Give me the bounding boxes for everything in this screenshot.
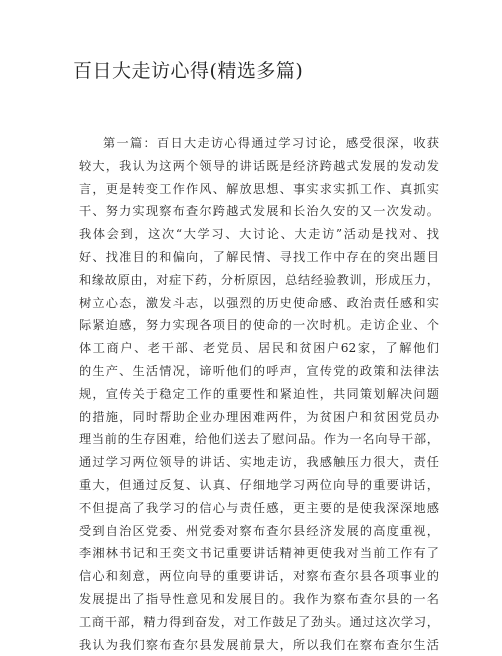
body-text-line: 理当前的生存困难，给他们送去了慰问品。作为一名向导干部， xyxy=(79,432,439,447)
body-text-line: 工商干部，精力得到奋发，对工作鼓足了劲头。通过这次学习， xyxy=(79,614,439,629)
body-text-line: 好、找准目的和偏向，了解民情、寻找工作中存在的突出题目 xyxy=(79,249,439,264)
body-text-line: 树立心态，激发斗志，以强烈的历史使命感、政治责任感和实 xyxy=(79,295,439,310)
body-text-line: 重大，但通过反复、认真、仔细地学习两位向导的重要讲话， xyxy=(79,477,439,492)
body-text-line: 我体会到，这次“大学习、大讨论、大走访”活动是找对、找 xyxy=(79,227,439,242)
body-text-line: 体工商户、老干部、老党员、居民和贫困户62家，了解他们 xyxy=(79,341,439,356)
body-text-line: 李湘林书记和王奕文书记重要讲话精神更使我对当前工作有了 xyxy=(79,546,439,561)
body-text-line: 信心和刻意，两位向导的重要讲话，对察布查尔县各项事业的 xyxy=(79,569,439,584)
body-text-line: 受到自治区党委、州党委对察布查尔县经济发展的高度重视， xyxy=(79,523,439,538)
body-text-line: 我认为我们察布查尔县发展前景大，所以我们在察布查尔生活 xyxy=(79,637,439,652)
body-text-line: 较大，我认为这两个领导的讲话既是经济跨越式发展的发动发 xyxy=(79,158,439,173)
body-text-line: 和缘故原由，对症下药，分析原因，总结经验教训，形成压力， xyxy=(79,272,439,287)
body-text-line: 干、努力实现察布查尔跨越式发展和长治久安的又一次发动。 xyxy=(79,204,439,219)
body-text-line: 规，宣传关于稳定工作的重要性和紧迫性，共同策划解决问题 xyxy=(79,386,439,401)
document-title: 百日大走访心得(精选多篇) xyxy=(73,60,304,82)
body-text-line: 的措施，同时帮助企业办理困难两件，为贫困户和贫困党员办 xyxy=(79,409,439,424)
body-text-line: 际紧迫感，努力实现各项目的使命的一次时机。走访企业、个 xyxy=(79,318,439,333)
body-text-line: 的生产、生活情况，谛听他们的呼声，宣传党的政策和法律法 xyxy=(79,363,439,378)
document-body xyxy=(79,132,439,656)
body-text-line: 言，更是转变工作作风、解放思想、事实求实抓工作、真抓实 xyxy=(79,181,439,196)
body-text-line: 第一篇：百日大走访心得通过学习讨论，感受很深，收获 xyxy=(103,136,439,150)
body-text-line: 发展提出了指导性意见和发展目的。我作为察布查尔县的一名 xyxy=(79,591,439,606)
body-text-line: 通过学习两位领导的讲话、实地走访，我感触压力很大，责任 xyxy=(79,455,439,470)
body-text-line: 不但提高了我学习的信心与责任感，更主要的是使我深深地感 xyxy=(79,500,439,515)
